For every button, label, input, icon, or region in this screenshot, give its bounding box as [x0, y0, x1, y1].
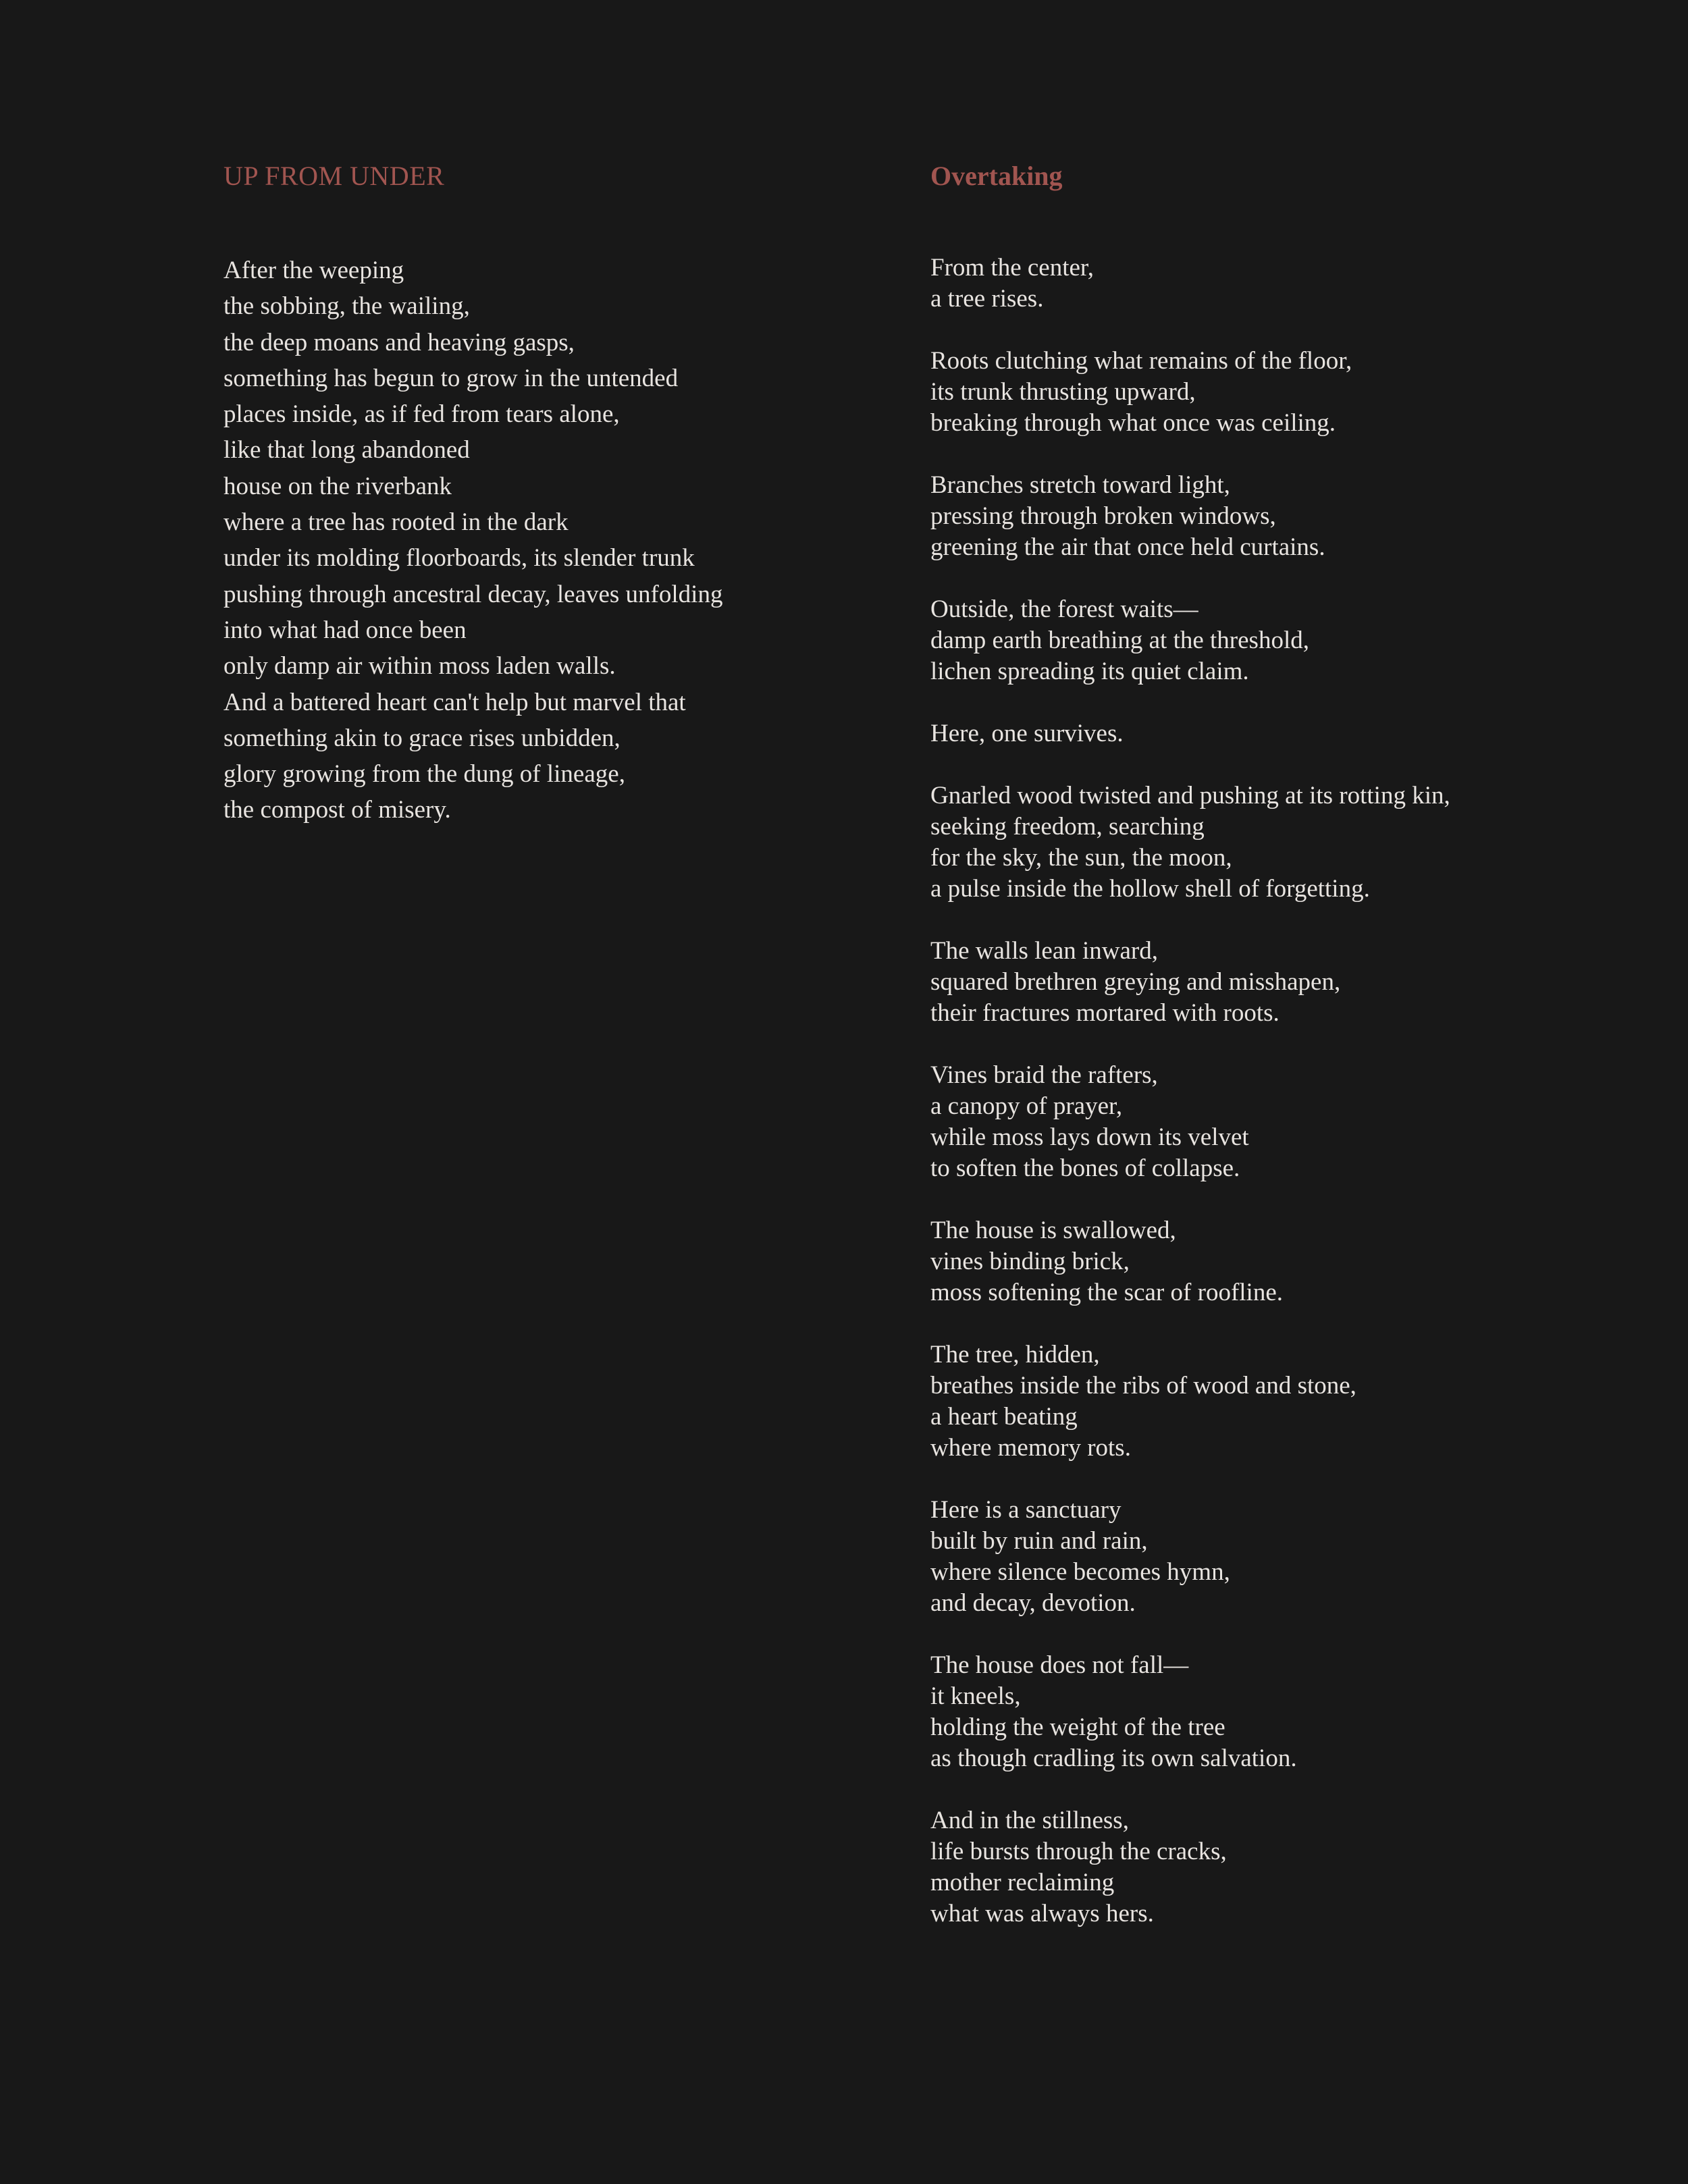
poem-line: mother reclaiming — [930, 1869, 1115, 1896]
stanza — [930, 594, 1450, 687]
poem-line: their fractures mortared with roots. — [930, 999, 1280, 1027]
poem-line: the sobbing, the wailing, — [223, 292, 470, 321]
poem-line: something has begun to grow in the untended — [223, 364, 679, 392]
stanza — [930, 1339, 1450, 1464]
poem-body — [223, 252, 722, 828]
poem-line: for the sky, the sun, the moon, — [930, 844, 1232, 872]
poem-line: And a battered heart can't help but marvel that — [223, 688, 686, 716]
poem-line: and decay, devotion. — [930, 1589, 1136, 1617]
poem-line: The walls lean inward, — [930, 937, 1158, 965]
poem-line: vines binding brick, — [930, 1248, 1130, 1275]
poem-line: breathes inside the ribs of wood and stone, — [930, 1372, 1356, 1400]
poem-line: built by ruin and rain, — [930, 1527, 1148, 1555]
poem-line: only damp air within moss laden walls. — [223, 652, 616, 681]
poem-line: breaking through what once was ceiling. — [930, 409, 1336, 437]
poem-line: places inside, as if fed from tears alone, — [223, 400, 620, 429]
poem-line: lichen spreading its quiet claim. — [930, 658, 1249, 685]
stanza — [930, 936, 1450, 1029]
poem-line: what was always hers. — [930, 1900, 1154, 1927]
poem-line: holding the weight of the tree — [930, 1713, 1225, 1741]
poem-line: where a tree has rooted in the dark — [223, 508, 569, 537]
stanza — [930, 1215, 1450, 1308]
poem-line: something akin to grace rises unbidden, — [223, 724, 621, 752]
poem-line: under its molding floorboards, its slender trunk — [223, 544, 695, 572]
poem-line: house on the riverbank — [223, 472, 452, 500]
stanza — [930, 1495, 1450, 1619]
poem-line: into what had once been — [223, 616, 467, 644]
poem-line: squared brethren greying and misshapen, — [930, 968, 1341, 996]
poem-line: Gnarled wood twisted and pushing at its rotting kin, — [930, 782, 1450, 809]
poem-line: life bursts through the cracks, — [930, 1838, 1227, 1865]
poem-line: seeking freedom, searching — [930, 813, 1205, 841]
poem-line: as though cradling its own salvation. — [930, 1744, 1297, 1772]
poem-line: The house is swallowed, — [930, 1217, 1176, 1244]
poem-line: pushing through ancestral decay, leaves unfolding — [223, 580, 723, 608]
poem-line: The tree, hidden, — [930, 1341, 1100, 1368]
poem-line: From the center, — [930, 254, 1094, 282]
poem-body — [930, 252, 1450, 1961]
poem-line: the compost of misery. — [223, 796, 451, 824]
poem-line: Outside, the forest waits— — [930, 595, 1198, 623]
poem-line: Branches stretch toward light, — [930, 471, 1230, 499]
poem-line: Here, one survives. — [930, 720, 1124, 747]
stanza — [930, 252, 1450, 315]
poem-line: a tree rises. — [930, 285, 1044, 313]
poem-title: Overtaking — [930, 161, 1063, 191]
poem-line: where silence becomes hymn, — [930, 1558, 1230, 1586]
poem-title: UP FROM UNDER — [223, 161, 445, 191]
poem-line: it kneels, — [930, 1682, 1021, 1710]
stanza — [930, 1805, 1450, 1929]
poem-line: like that long abandoned — [223, 436, 470, 464]
poem-line: greening the air that once held curtains. — [930, 533, 1325, 561]
poem-line: pressing through broken windows, — [930, 502, 1276, 530]
poem-line: a pulse inside the hollow shell of forgetting. — [930, 875, 1370, 903]
stanza — [930, 780, 1450, 905]
poem-line: Here is a sanctuary — [930, 1496, 1122, 1524]
poem-line: its trunk thrusting upward, — [930, 378, 1196, 406]
poem-line: Roots clutching what remains of the floor, — [930, 347, 1352, 375]
poem-line: moss softening the scar of roofline. — [930, 1279, 1283, 1306]
poem-line: glory growing from the dung of lineage, — [223, 760, 625, 789]
stanza — [930, 1650, 1450, 1774]
poem-line: while moss lays down its velvet — [930, 1123, 1249, 1151]
poem-line: And in the stillness, — [930, 1807, 1129, 1834]
poem-line: a canopy of prayer, — [930, 1092, 1123, 1120]
stanza — [930, 1060, 1450, 1184]
poem-line: to soften the bones of collapse. — [930, 1154, 1240, 1182]
stanza — [930, 470, 1450, 563]
poem-line: Vines braid the rafters, — [930, 1061, 1158, 1089]
poem-line: The house does not fall— — [930, 1651, 1189, 1679]
stanza — [930, 718, 1450, 749]
poem-line: the deep moans and heaving gasps, — [223, 328, 575, 356]
poem-line: damp earth breathing at the threshold, — [930, 627, 1309, 654]
poem-line: After the weeping — [223, 257, 404, 284]
stanza — [930, 346, 1450, 439]
poem-line: where memory rots. — [930, 1434, 1131, 1462]
poem-line: a heart beating — [930, 1403, 1078, 1431]
